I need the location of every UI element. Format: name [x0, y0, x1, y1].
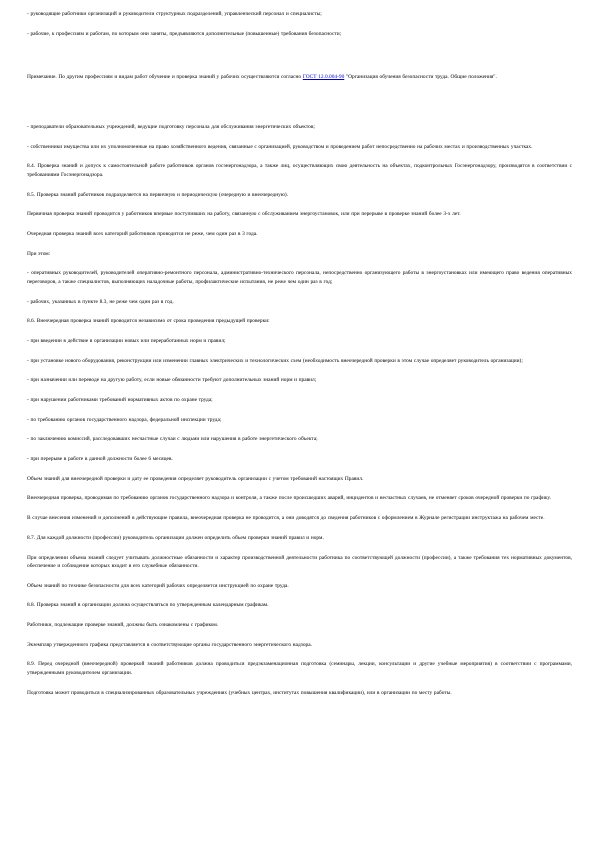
paragraph-8-9: 8.9. Перед очередной (внеочередной) проверкой знаний работников должна проводиться предэкзаменационная подготовка (семинары, лекции, консультации и другие учебные мероприятия) в соответствии с программами, утвержденными руководителем организации.: [27, 661, 572, 676]
spacer: [27, 49, 572, 73]
paragraph-scope-determination: При определении объема знаний следует учитывать должностные обязанности и характер производственной деятельности работника по соответствующей должности (профессии), а также требования тех нормативных документов, обеспечение и соблюдение которых входит в его служебные обязанности.: [27, 554, 572, 569]
paragraph-8-7: 8.7. Для каждой должности (профессии) руководитель организации должен определить объем проверки знаний правил и норм.: [27, 534, 324, 541]
paragraph-training: Подготовка может проводиться в специализированных образовательных учреждениях (учебных центрах, институтах повышения квалификации), или в организации по месту работы.: [27, 689, 452, 696]
list-item: - при перерыве в работе в данной должности более 6 месяцев.: [27, 456, 173, 463]
paragraph-wherein: При этом:: [27, 250, 51, 257]
list-item: - при назначении или переводе на другую работу, если новые обязанности требуют дополнительных знаний норм и правил;: [27, 377, 317, 384]
paragraph-schedule-copy: Экземпляр утвержденного графика представляется в соответствующие органы государственного энергетического надзора.: [27, 641, 312, 648]
paragraph-primary-check: Первичная проверка знаний проводится у работников впервые поступивших на работу, связанную с обслуживанием энергоустановок, или при перерыве в проверке знаний более 3-х лет.: [27, 211, 461, 218]
list-item: - при установке нового оборудования, реконструкции или изменении главных электрических и технологических схем (необходимость внеочередной проверки в этом случае определяет руководитель организации);: [27, 357, 523, 364]
note-text-cont: "Организация обучения безопасности труда. Общие положения".: [344, 74, 497, 81]
paragraph-regular-check: Очередная проверка знаний всех категорий работников проводится не реже, чем один раз в 3 года.: [27, 231, 258, 237]
paragraph-8-5: 8.5. Проверка знаний работников подразделяется на первичную и периодическую (очередную и внеочередную).: [27, 191, 289, 198]
spacer: [27, 93, 572, 123]
list-item: - по требованию органов государственного надзора, федеральной инспекции труда;: [27, 416, 222, 423]
note-text: Примечание. По другим профессиям и видам работ обучение и проверка знаний у рабочих осуществляются согласно: [27, 74, 303, 81]
note-paragraph: [27, 73, 572, 82]
paragraph-5: - собственники имущества или их уполномоченные на право хозяйственного ведения, связанные с организацией, руководством и проведением работ непосредственно на рабочих местах и производственных участках.: [27, 143, 533, 150]
list-item: - при нарушении работниками требований нормативных актов по охране труда;: [27, 397, 213, 403]
paragraph-4: - преподаватели образовательных учреждений, ведущие подготовку персонала для обслуживания энергетических объектов;: [27, 124, 315, 131]
paragraph-extraordinary: Внеочередная проверка, проводимая по требованию органов государственного надзора и контроля, а также после происшедших аварий, инцидентов и несчастных случаев, не отменяет сроков очередной проверки по графику.: [27, 495, 551, 502]
list-item: - по заключению комиссий, расследовавших несчастные случаи с людьми или нарушения в работе энергетического объекта;: [27, 436, 318, 443]
paragraph-workers: - рабочих, указанных в пункте 8.3, не реже чем один раз в год.: [27, 298, 174, 305]
paragraph-1: - руководящие работники организаций и руководители структурных подразделений, управленческий персонал и специалисты;: [27, 11, 322, 17]
paragraph-safety-scope: Объем знаний по технике безопасности для всех категорий рабочих определяется инструкцией по охране труда.: [27, 582, 289, 589]
paragraph-2: - рабочие, к профессиям и работам, по которым они заняты, предъявляются дополнительные (повышенные) требования безопасности;: [27, 30, 342, 37]
paragraph-scope: Объем знаний для внеочередной проверки и дату ее проведения определяет руководитель организации с учетом требований настоящих Правил.: [27, 475, 364, 482]
document-page: [27, 10, 572, 708]
paragraph-changes: В случае внесения изменений и дополнений в действующие правила, внеочередная проверка не проводится, а они доводятся до сведения работников с оформлением в Журнале регистрации инструктажа на рабочем месте.: [27, 515, 545, 522]
gost-link[interactable]: ГОСТ 12.0.004-90: [302, 74, 345, 81]
paragraph-operative: - оперативных руководителей, руководителей оперативно-ремонтного персонала, административно-технического персонала, непосредственно организующего работы в энергоустановках или имеющего право ведения оперативных переговоров, а также специалистов, выполняющих наладочные работы, профилактические испытания, не реже чем один раз в год;: [27, 270, 572, 285]
paragraph-8-6: 8.6. Внеочередная проверка знаний проводится независимо от срока проведения предыдущей проверки:: [27, 318, 270, 325]
paragraph-8-8: 8.8. Проверка знаний в организации должна осуществляться по утвержденным календарным графикам.: [27, 602, 269, 609]
paragraph-schedule-ack: Работники, подлежащие проверке знаний, должны быть ознакомлены с графиком.: [27, 622, 219, 629]
list-item: - при введении в действие в организации новых или переработанных норм и правил;: [27, 337, 226, 344]
paragraph-8-4: 8.4. Проверка знаний и допуск к самостоятельной работе работников органов госэнергонадзора, а также лиц, осуществляющих свою деятельность на объектах, подконтрольных Госэнергонадзору, производятся в соответствии с требованиями Госэнергонадзора.: [27, 163, 572, 178]
